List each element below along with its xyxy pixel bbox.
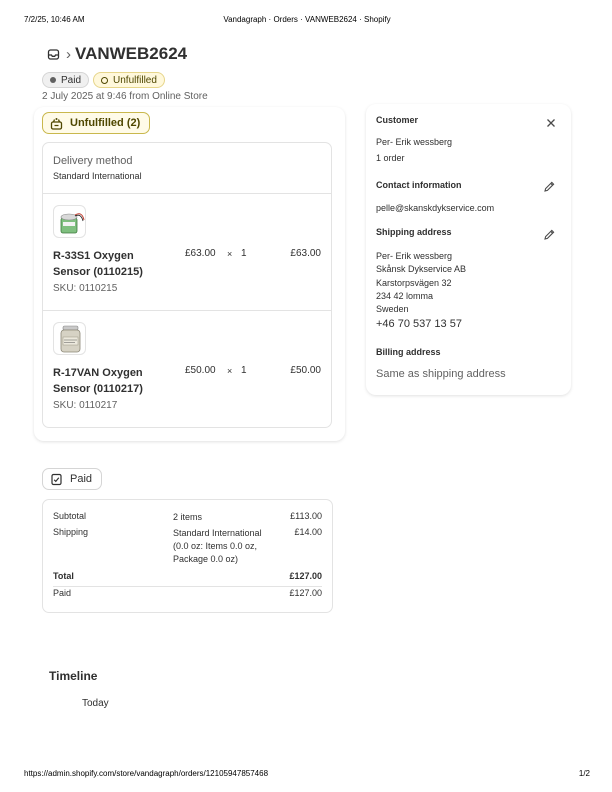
paid-status-text: Paid bbox=[70, 473, 93, 485]
inbox-icon[interactable] bbox=[47, 48, 60, 61]
line-item-name[interactable]: R-33S1 Oxygen Sensor (0110215) bbox=[53, 250, 143, 278]
unfulfilled-status-pill bbox=[42, 112, 150, 134]
print-page-number: 1/2 bbox=[578, 769, 590, 778]
shipping-amount: £14.00 bbox=[294, 527, 322, 537]
address-line: Sweden bbox=[376, 304, 409, 315]
multiply-sign: × bbox=[227, 366, 233, 376]
line-item-quantity: 1 bbox=[241, 248, 247, 259]
payment-status-label: Paid bbox=[61, 74, 82, 86]
fulfillment-status-badge bbox=[93, 72, 165, 88]
paid-status-pill bbox=[42, 468, 102, 490]
shipping-label: Shipping bbox=[53, 527, 89, 537]
address-line: Skånsk Dykservice AB bbox=[376, 264, 467, 275]
pencil-icon[interactable] bbox=[543, 180, 556, 193]
timeline-date-heading: Today bbox=[82, 698, 109, 709]
line-item bbox=[43, 311, 331, 429]
payment-summary bbox=[42, 499, 333, 613]
delivery-method-label: Delivery method bbox=[53, 155, 133, 167]
line-item-price: £63.00 bbox=[185, 248, 216, 259]
page-title: VANWEB2624 bbox=[75, 44, 188, 63]
breadcrumb-separator: › bbox=[66, 45, 71, 63]
package-icon bbox=[50, 117, 63, 130]
line-item-total: £63.00 bbox=[290, 248, 321, 259]
customer-heading: Customer bbox=[376, 115, 419, 125]
receipt-check-icon bbox=[50, 473, 63, 486]
address-line: Per- Erik wessberg bbox=[376, 251, 453, 261]
print-title: Vandagraph · Orders · VANWEB2624 · Shopify bbox=[223, 15, 391, 24]
shipping-desc: Standard International (0.0 oz: Items 0.0 oz, Package 0.0 oz) bbox=[173, 528, 262, 564]
fulfillment-card bbox=[34, 107, 345, 441]
order-date-source: 2 July 2025 at 9:46 from Online Store bbox=[42, 91, 208, 102]
timeline-title: Timeline bbox=[49, 669, 98, 683]
dot-icon bbox=[50, 77, 56, 83]
unfulfilled-status-text: Unfulfilled (2) bbox=[70, 117, 141, 129]
status-badges bbox=[42, 72, 165, 88]
delivery-method-value: Standard International bbox=[53, 171, 142, 181]
fulfillment-status-label: Unfulfilled bbox=[113, 74, 157, 86]
total-label: Total bbox=[53, 571, 74, 581]
paid-label: Paid bbox=[53, 588, 72, 598]
paid-amount: £127.00 bbox=[289, 588, 322, 598]
product-thumbnail[interactable] bbox=[53, 205, 86, 238]
subtotal-amount: £113.00 bbox=[290, 511, 322, 521]
line-item-sku: SKU: 0110217 bbox=[53, 400, 118, 411]
product-thumbnail[interactable] bbox=[53, 322, 86, 355]
multiply-sign: × bbox=[227, 249, 233, 259]
print-date: 7/2/25, 10:46 AM bbox=[24, 15, 85, 24]
subtotal-label: Subtotal bbox=[53, 511, 87, 521]
customer-phone: +46 70 537 13 57 bbox=[376, 318, 462, 331]
line-item-name[interactable]: R-17VAN Oxygen Sensor (0110217) bbox=[53, 367, 143, 395]
ring-icon bbox=[101, 77, 108, 84]
payment-status-badge bbox=[42, 72, 89, 88]
close-icon[interactable] bbox=[546, 115, 556, 125]
total-amount: £127.00 bbox=[289, 571, 322, 581]
print-header bbox=[24, 15, 590, 25]
address-line: 234 42 lomma bbox=[376, 290, 434, 301]
divider bbox=[53, 586, 322, 587]
address-line: Karstorpsvägen 32 bbox=[376, 277, 452, 288]
shipping-address-block bbox=[376, 250, 466, 332]
subtotal-desc: 2 items bbox=[173, 512, 203, 522]
fulfillment-items-box bbox=[42, 142, 332, 428]
customer-email[interactable]: pelle@skanskdykservice.com bbox=[376, 203, 495, 213]
customer-order-count[interactable]: 1 order bbox=[376, 153, 405, 163]
line-item-sku: SKU: 0110215 bbox=[53, 283, 118, 294]
order-title-row bbox=[47, 44, 187, 64]
line-item-price: £50.00 bbox=[185, 365, 216, 376]
customer-card bbox=[366, 104, 571, 395]
pencil-icon[interactable] bbox=[543, 228, 556, 241]
contact-information-heading: Contact information bbox=[376, 180, 462, 190]
billing-address-heading: Billing address bbox=[376, 347, 441, 357]
print-url: https://admin.shopify.com/store/vandagraph/orders/12105947857468 bbox=[24, 769, 269, 778]
line-item-total: £50.00 bbox=[290, 365, 321, 376]
customer-name-link[interactable]: Per- Erik wessberg bbox=[376, 137, 453, 147]
line-item-quantity: 1 bbox=[241, 365, 247, 376]
shipping-address-heading: Shipping address bbox=[376, 227, 452, 237]
billing-address-value: Same as shipping address bbox=[376, 368, 506, 380]
line-item bbox=[43, 194, 331, 312]
